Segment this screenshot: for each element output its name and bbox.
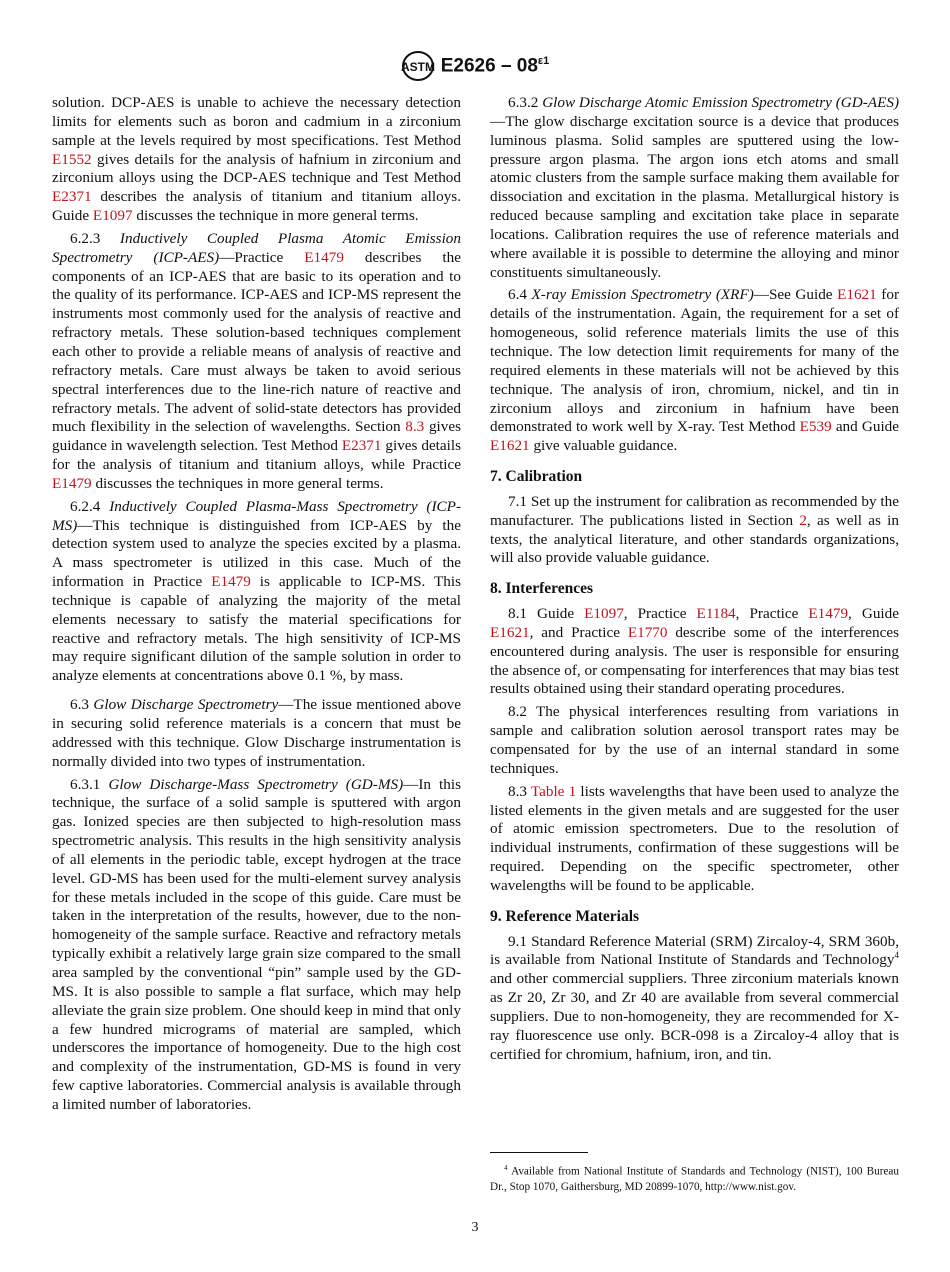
footnote-ref[interactable]: 4 [894,950,899,961]
paragraph: 6.3.2 Glow Discharge Atomic Emission Spectrometry (GD-AES)—The glow discharge excitation source is a device that produces luminous plasma. Solid samples are sputtered using the low-pressure argon plasma. The argon ions etch atoms and small atomic clusters from the sample surface making them available for dissociation and excitation in the plasma. Metallurgical history is reduced because sampling and excitation take place in separate locations. Calibration requires the use of reference materials and where available it is possible to determine the alloying and minor constituents simultaneously. [490,94,899,281]
paragraph: 6.4 X-ray Emission Spectrometry (XRF)—See Guide E1621 for details of the instrumentation. Again, the requirement for a set of homogeneous, solid reference materials limits the use of this technique. The low detection limit requirements for many of the required elements in these materials will not be achieved by this technique. The analysis of iron, chromium, nickel, and tin in zirconium alloys and zirconium in hafnium have been demonstrated to work well by X-ray. Test Method E539 and Guide E1621 give valuable guidance. [490,286,900,455]
reference-link[interactable]: E2371 [341,437,382,455]
paragraph: 6.3.1 Glow Discharge-Mass Spectrometry (GD-MS)—In this technique, the surface of a solid sample is sputtered with argon gas. Ionized species are then subjected to high-resolution mass spectrometric analysis. This results in the high sensitivity analysis of all elements in the periodic table, except hydrogen at the trace level. GD-MS has been used for the multi-element survey analysis for these metals included in the scope of this guide. Care must be taken in the interpretation of the results, however, due to the non-homogeneity of the sample surface. Reactive and refractory metals typically exhibit a relatively large grain size compared to the small area sampled by the conventional “pin” sample used by the GD-MS. It is also possible to sample a flat surface, which may help alleviate the grain size problem. One should keep in mind that only a few hundred micrograms of material are sampled, which underscores the importance of homogeneity. Due to the high cost and complexity of the instrumentation, GD-MS is found in very few captive laboratories. Commercial analysis is available through a limited number of laboratories. [52,775,461,1113]
left-column [52,94,461,1119]
reference-link[interactable]: E2371 [52,188,92,206]
paragraph: 8.3 Table 1 lists wavelengths that have been used to analyze the listed elements in the given metals and are suggested for the user of atomic emission spectrometers. Due to the resolution of individual instruments, confirmation of these suggestions will be required. Depending on the specific spectrometer, other wavelengths will be found to be applicable. [490,782,899,894]
document-id [441,55,550,77]
reference-link[interactable]: E1552 [52,150,92,168]
page-header [0,50,950,82]
section-title: Glow Discharge Atomic Emission Spectrometry (GD-AES) [542,94,899,111]
paragraph: 7.1 Set up the instrument for calibration as recommended by the manufacturer. The publications listed in Section 2, as well as in texts, the analytical literature, and other standards organizations, will also provide valuable guidance. [490,492,899,567]
reference-link[interactable]: 8.3 [405,418,425,436]
section-title: Inductively Coupled Plasma-Mass Spectrometry (ICP-MS) [52,497,462,534]
right-column [490,94,899,1069]
reference-link[interactable]: E1479 [808,605,849,623]
paragraph: solution. DCP-AES is unable to achieve the necessary detection limits for elements such as boron and cadmium in a zirconium sample at the levels required by most specifications. Test Method E1552 gives details for the analysis of hafnium in zirconium and zirconium alloys using the DCP-AES technique and Test Method E2371 describes the analysis of titanium and titanium alloys. Guide E1097 discusses the technique in more general terms. [52,94,461,225]
document-number: E2626 – 08 [440,55,538,77]
svg-text:ASTM: ASTM [400,60,435,74]
reference-link[interactable]: E1770 [627,623,668,641]
footnote-text: Available from National Institute of Standards and Technology (NIST), 100 Bureau Dr., Stop 1070, Gaithersburg, MD 20899-1070, http://www.nist.gov. [490,1165,899,1193]
reference-link[interactable]: E1621 [490,623,530,641]
section-title: Glow Discharge Spectrometry [93,696,279,714]
section-heading: 9. Reference Materials [490,907,640,925]
astm-logo-icon [401,50,435,82]
reference-link[interactable]: E1184 [696,605,736,623]
reference-link[interactable]: E1479 [304,248,344,266]
section-heading: 8. Interferences [490,580,594,598]
paragraph: 6.2.4 Inductively Coupled Plasma-Mass Spectrometry (ICP-MS)—This technique is distinguished from ICP-AES by the detection system used to analyze the species excited by a plasma. A mass spectrometer is utilized in this case. Much of the information in Practice E1479 is applicable to ICP-MS. This technique is capable of analyzing the majority of the metal elements necessary to satisfy the material specifications for reactive and refractory metals. The high sensitivity of ICP-MS may require significant dilution of the sample solution in order to analyze elements at concentrations above 0.1 %, by mass. [52,497,462,685]
reference-link[interactable]: E1097 [92,207,133,225]
paragraph: 8.2 The physical interferences resulting from variations in sample and calibration solution aerosol transport rates may be compensated for by the use of an internal standard in some techniques. [490,703,899,777]
reference-link[interactable]: E539 [799,418,832,436]
reference-link[interactable]: 2 [799,511,807,529]
section-heading: 7. Calibration [490,468,583,486]
page-number: 3 [471,1220,479,1235]
paragraph: 6.2.3 Inductively Coupled Plasma Atomic Emission Spectrometry (ICP-AES)—Practice E1479 describes the components of an ICP-AES that are basic to its operation and to the quality of its performance. ICP-AES and ICP-MS represent the instruments most commonly used for the analysis of reactive and refractory metals. These solution-based techniques complement each other to provide a reliable means of analysis of reactive and refractory metals. Care must always be taken to avoid serious spectral interferences due to the line-rich nature of reactive and refractory metals. The advent of solid-state detectors has provided much flexibility in the selection of wavelengths. Section 8.3 gives guidance in wavelength selection. Test Method E2371 gives details for the analysis of titanium and titanium alloys, while Practice E1479 discusses the techniques in more general terms. [52,229,461,492]
footnote-divider [490,1152,588,1153]
paragraph: 9.1 Standard Reference Material (SRM) Zircaloy-4, SRM 360b, is available from National Institute of Standards and Technology$^4$ and other commercial suppliers. Three zirconium materials known as Zr 20, Zr 30, and Zr 40 are available from several commercial suppliers. Due to non-homogeneity, they are recommended for X-ray fluorescence use only. BCR-098 is a Zircaloy-4 alloy that is certified for chromium, hafnium, iron, and tin. [490,932,899,1063]
reference-link[interactable]: E1621 [490,437,530,455]
reference-link[interactable]: E1479 [52,474,92,492]
reference-link[interactable]: E1097 [584,605,624,623]
paragraph: 8.1 Guide E1097, Practice E1184, Practice E1479, Guide E1621, and Practice E1770 describe some of the interferences encountered during analysis. The user is responsible for ensuring the absence of, or compensating for interferences that may bias test results obtained using their standard operating procedures. [490,605,899,698]
document-edition-superscript: ε1 [537,54,550,67]
reference-link[interactable]: E1479 [211,573,251,591]
reference-link[interactable]: E1621 [837,286,877,304]
section-title: Glow Discharge-Mass Spectrometry (GD-MS) [108,775,404,793]
paragraph: 6.3 Glow Discharge Spectrometry—The issue mentioned above in securing solid reference materials is a concern that must be addressed with this technique. Glow Discharge instrumentation is normally divided into two types of instrumentation. [52,696,461,770]
footnote [490,1161,899,1195]
reference-link[interactable]: Table 1 [530,782,577,800]
section-title: Inductively Coupled Plasma Atomic Emission Spectrometry (ICP-AES) [52,229,461,266]
section-title: X-ray Emission Spectrometry (XRF) [531,286,754,304]
footnote-marker: 4 [504,1164,508,1172]
